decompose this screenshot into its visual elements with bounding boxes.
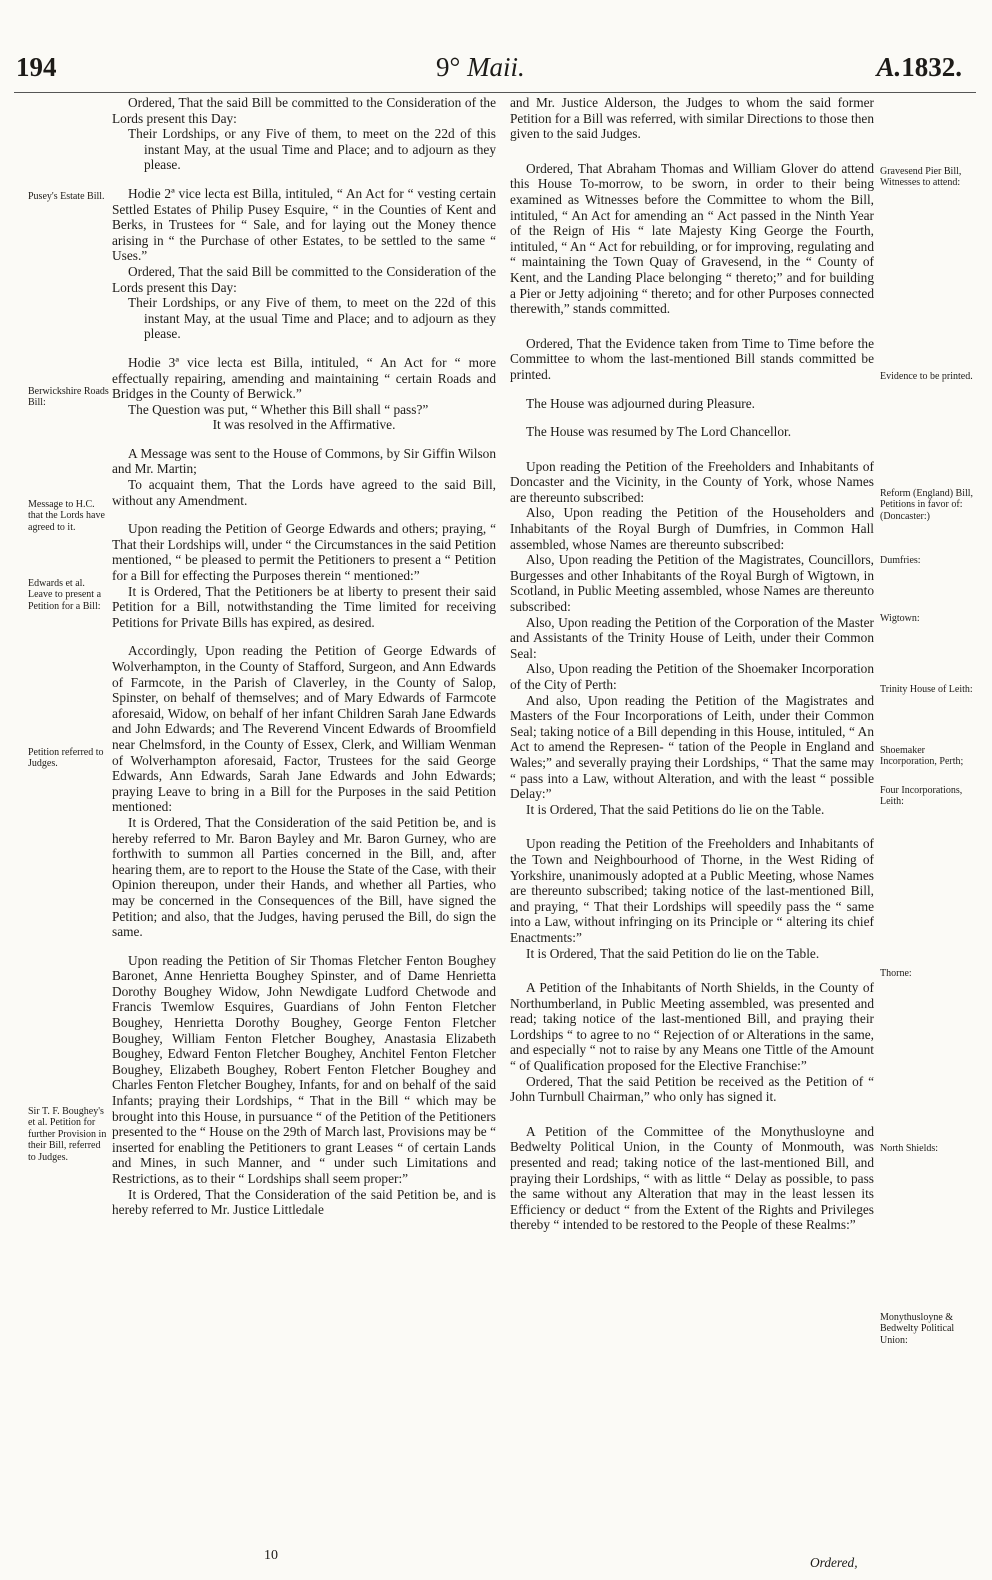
north-shields-petition: A Petition of the Inhabitants of North Shields, in the County of Northumberland, in Public Meeting assembled, was presented and read; taking notice of the last-mentioned Bill, and praying their Lordships “ to agree to no “ Rejection of or Alterations in the same, and especially “ not to raise by any Means one Tittle of the Amount “ of Qualification proposed for the Elective Franchise:” — [510, 980, 874, 1074]
margin-note-evidence: Evidence to be printed. — [880, 371, 973, 382]
header-rule — [14, 92, 976, 93]
message-commons: A Message was sent to the House of Commons, by Sir Giffin Wilson and Mr. Martin; — [112, 445, 496, 477]
pusey-bill-reading: Hodie 2ª vice lecta est Billa, intituled, “ An Act for “ vesting certain Settled Estates of Philip Pusey Esquire, “ in the Counties of Kent and Berks, in Trustees for “ Sale, and for laying out the Money thence arising in “ the Purchase of other Estates, to be settled to the same “ Uses.” — [112, 185, 496, 264]
margin-note-petition: Petition referred to Judges. — [28, 747, 104, 770]
page-date — [436, 52, 525, 83]
boughey-petition: Upon reading the Petition of Sir Thomas Fletcher Fenton Boughey Baronet, Anne Henrietta Boughey Spinster, and of Dame Henrietta Dorothy Boughey Widow, John Newdigate Ludford Chetwode and Francis Twemlow Esquires, Guardians of John Fenton Fletcher Boughey, Henrietta Dorothy Boughey, George Fenton Fletcher Boughey, William Fenton Fletcher Boughey, Anastasia Elizabeth Boughey, Edward Fenton Fletcher Boughey, Anchitel Fenton Fletcher Boughey, Elizabeth Boughey, Robert Fenton Fletcher Boughey and Charles Fenton Fletcher Boughey, Infants, for and on behalf of the said Infants; praying their Lordships, “ That in the Bill “ which may be brought into this House, in pursuance “ of the Petition of the Petitioners presented to the “ House on the 29th of March last, Provisions may be “ inserted for enabling the Petitioners to grant Leases “ of certain Lands and Mines, in such Manner, and “ under such Limitations and Restrictions, as to their “ Lordships shall seem proper:” — [112, 952, 496, 1186]
margin-note-wigtown: Wigtown: — [880, 613, 920, 624]
wigtown-petition: Also, Upon reading the Petition of the Magistrates, Councillors, Burgesses and other Inhabitants of the Royal Burgh of Wigtown, in Scotland, in Public Meeting assembled, whose Names are thereunto subscribed: — [510, 552, 874, 615]
margin-note-berwick: Berwickshire Roads Bill: — [28, 386, 109, 409]
monythusloyne-petition: A Petition of the Committee of the Monythusloyne and Bedwelty Political Union, in the County of Monmouth, was presented and read; taking notice of the last-mentioned Bill, and praying their Lordships, “ with as little “ Delay as possible, to pass the same without any Alteration that may in the least lessen its Efficiency or deduct “ from the Extent of the Rights and Privileges thereby “ intended to be restored to the People of these Realms:” — [510, 1123, 874, 1233]
margin-note-shoemaker: Shoemaker Incorporation, Perth; — [880, 745, 964, 768]
signature-mark: 10 — [264, 1548, 278, 1563]
year-value: 1832. — [901, 52, 962, 82]
thorne-lie-table: It is Ordered, That the said Petition do lie on the Table. — [526, 945, 820, 961]
edwards-accordingly: Accordingly, Upon reading the Petition of George Edwards of Wolverhampton, in the County of Stafford, Surgeon, and Ann Edwards of Farmcote, in the Parish of Claverley, in the County of Salop, Spinster, on behalf of themselves; and of Mary Edwards of Farmcote aforesaid, Widow, on behalf of her infant Children Sarah Jane Edwards and John Edwards; and The Reverend Vincent Edwards of Broomfield near Chelmsford, in the County of Essex, Clerk, and William Wenman of Wolverhampton aforesaid, Factor, Trustees for the said George Edwards, Ann Edwards, Sarah Jane Edwards and John Edwards; praying Leave to bring in a Bill for the Purposes in the said Petition mentioned: — [112, 643, 496, 815]
dumfries-petition: Also, Upon reading the Petition of the Householders and Inhabitants of the Royal Burgh of Dumfries, in Common Hall assembled, whose Names are thereunto subscribed: — [510, 505, 874, 552]
year-prefix: A. — [876, 52, 902, 82]
house-adjourned: The House was adjourned during Pleasure. — [526, 395, 756, 411]
margin-note-four: Four Incorporations, Leith: — [880, 785, 963, 808]
margin-note-thorne: Thorne: — [880, 968, 912, 979]
boughey-order: It is Ordered, That the Consideration of the said Petition be, and is hereby referred to Mr. Justice Littledale — [112, 1186, 496, 1218]
resolved-affirmative: It was resolved in the Affirmative. — [212, 417, 396, 433]
edwards-order: It is Ordered, That the Petitioners be at liberty to present their said Petition for a Bill, notwithstanding the Time limited for receiving Petitions for Private Bills has expired, as desired. — [112, 583, 496, 630]
margin-note-pusey: Pusey's Estate Bill. — [28, 191, 105, 202]
house-resumed: The House was resumed by The Lord Chancellor. — [526, 424, 792, 440]
edwards-referred: It is Ordered, That the Consideration of the said Petition be, and is hereby referred to Mr. Baron Bayley and Mr. Baron Gurney, who are forthwith to summon all Parties concerned in the Bill, and, after hearing them, are to report to the House the State of the Case, with their Opinion thereupon, under their Hands, and whether all Parties, who may be concerned in the Consequences of the Bill, have signed the Petition; and also, that the Judges, having perused the Bill, do sign the same. — [112, 814, 496, 940]
evidence-printed: Ordered, That the Evidence taken from Time to Time before the Committee to whom the last-mentioned Bill stands committed be printed. — [510, 335, 874, 382]
lordships-meet-2: Their Lordships, or any Five of them, to meet on the 22d of this instant May, at the usual Time and Place; and to adjourn as they please. — [128, 295, 496, 342]
north-shields-order: Ordered, That the said Petition be received as the Petition of “ John Turnbull Chairman,” who only has signed it. — [510, 1073, 874, 1105]
margin-note-boughey: Sir T. F. Boughey's et al. Petition for further Provision in their Bill, referred to Judges. — [28, 1106, 107, 1163]
margin-note-edwards: Edwards et al. Leave to present a Petition for a Bill: — [28, 578, 102, 612]
edwards-petition: Upon reading the Petition of George Edwards and others; praying, “ That their Lordships will, under “ the Circumstances in the said Petition mentioned, “ be pleased to permit the Petitioners to present a “ Petition for a Bill for effecting the Purposes therein “ mentioned:” — [112, 521, 496, 584]
margin-note-gravesend: Gravesend Pier Bill, Witnesses to attend: — [880, 166, 962, 189]
lordships-meet-1: Their Lordships, or any Five of them, to meet on the 22d of this instant May, at the usual Time and Place; and to adjourn as they please. — [128, 126, 496, 173]
message-acquaint: To acquaint them, That the Lords have agreed to the said Bill, without any Amendment. — [112, 477, 496, 508]
date-word: Maii. — [467, 52, 525, 82]
margin-note-message: Message to H.C. that the Lords have agreed to it. — [28, 499, 105, 533]
right-column — [510, 95, 874, 1233]
order-commit-1: Ordered, That the said Bill be committed to the Consideration of the Lords present this Day: — [112, 95, 496, 126]
date-ordinal: 9° — [436, 52, 461, 82]
trinity-petition: Also, Upon reading the Petition of the Corporation of the Master and Assistants of the Trinity House of Leith, under their Common Seal: — [510, 614, 874, 661]
judges-continuation: and Mr. Justice Alderson, the Judges to whom the said former Petition for a Bill was referred, with similar Directions to those then given to the said Judges. — [510, 95, 874, 142]
margin-note-shields: North Shields: — [880, 1143, 939, 1154]
question-put: The Question was put, “ Whether this Bill shall “ pass?” — [128, 401, 429, 417]
perth-petition: Also, Upon reading the Petition of the Shoemaker Incorporation of the City of Perth: — [510, 661, 874, 692]
doncaster-petition: Upon reading the Petition of the Freeholders and Inhabitants of Doncaster and the Vicinity, in the County of York, whose Names are thereunto subscribed: — [510, 458, 874, 505]
margin-note-monythusloyne: Monythusloyne & Bedwelty Political Union: — [880, 1312, 955, 1346]
order-commit-2: Ordered, That the said Bill be committed to the Consideration of the Lords present this Day: — [112, 263, 496, 295]
page-header — [0, 52, 992, 86]
margin-note-trinity: Trinity House of Leith: — [880, 684, 973, 695]
thorne-petition: Upon reading the Petition of the Freeholders and Inhabitants of the Town and Neighbourhood of Thorne, in the West Riding of Yorkshire, unanimously adopted at a Public Meeting, whose Names are thereunto subscribed; taking notice of the last-mentioned Bill, and praying, “ That their Lordships will speedily pass the “ same into a Law, without infringing on its Principle or “ altering its chief Enactments:” — [510, 836, 874, 945]
margin-note-reform: Reform (England) Bill, Petitions in favor of: (Doncaster:) — [880, 488, 974, 522]
margin-note-dumfries: Dumfries: — [880, 555, 921, 566]
left-column — [112, 95, 496, 1218]
catchword: Ordered, — [810, 1555, 858, 1570]
leith-petition: And also, Upon reading the Petition of the Magistrates and Masters of the Four Incorporations of Leith, under their Common Seal; taking notice of a Bill depending in this House, intituled, “ An Act to amend the Represen- “ tation of the People in England and Wales;” and severally praying their Lordships, “ That the same may “ pass into a Law, without Alteration, and with the least “ possible Delay:” — [510, 692, 874, 802]
petitions-lie-table: It is Ordered, That the said Petitions do lie on the Table. — [526, 801, 825, 817]
gravesend-witnesses: Ordered, That Abraham Thomas and William Glover do attend this House To-morrow, to be sworn, in order to their being examined as Witnesses before the Committee to whom the Bill, intituled, “ An Act for amending an “ Act passed in the Ninth Year of the Reign of His “ late Majesty King George the Fourth, intituled, “ An “ Act for rebuilding, or for improving, regulating and “ maintaining the Town Quay of Gravesend, in the “ County of Kent, and the Landing Place belonging “ thereto;” and for building a Pier or Jetty adjoining “ thereto; and for other Purposes connected therewith,” stands committed. — [510, 160, 874, 317]
page-year — [876, 52, 962, 83]
page-number: 194 — [16, 52, 57, 82]
berwick-bill-reading: Hodie 3ª vice lecta est Billa, intituled, “ An Act for “ more effectually repairing, amending and maintaining “ certain Roads and Bridges in the County of Berwick.” — [112, 354, 496, 402]
